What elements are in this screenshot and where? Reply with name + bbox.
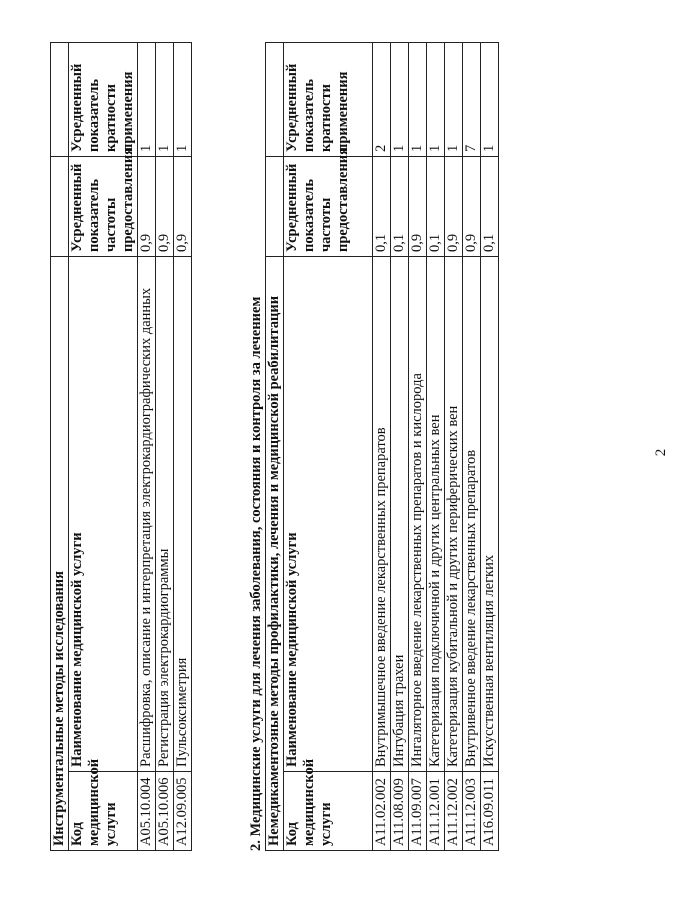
row-multiplicity: 2 [373,43,391,157]
row-frequency: 0,1 [481,157,499,257]
row-name: Катетеризация подключичной и других центральных вен [427,257,445,772]
row-name: Пульсоксиметрия [174,256,192,771]
header-code: Код медицинской услуги [284,772,373,851]
table-row [481,43,499,851]
header-multiplicity: Усредненный показатель кратности применения [69,42,138,156]
table-row [445,43,463,851]
document-content [50,43,499,851]
table-header-row [69,42,138,850]
row-code: A11.09.007 [409,772,427,851]
row-code: A05.10.004 [138,772,156,851]
row-name: Катетеризация кубитальной и других периферических вен [445,257,463,772]
row-name: Ингаляторное введение лекарственных препаратов и кислорода [409,257,427,772]
row-frequency: 0,1 [427,157,445,257]
row-frequency: 0,1 [373,157,391,257]
row-multiplicity: 7 [463,43,481,157]
table-header-row [284,43,373,851]
section-2-heading: 2. Медицинские услуги для лечения заболевания, состояния и контроля за лечением [248,296,264,851]
row-frequency: 0,9 [174,156,192,256]
table-row [373,43,391,851]
table-section-title-row [266,43,284,851]
row-frequency: 0,9 [409,157,427,257]
instrumental-methods-table [50,42,192,851]
section-title: Инструментальные методы исследования [51,256,69,850]
row-name: Внутривенное введение лекарственных препаратов [463,257,481,772]
row-multiplicity: 1 [445,43,463,157]
row-multiplicity: 1 [481,43,499,157]
row-name: Искусственная вентиляция легких [481,257,499,772]
row-code: A11.12.003 [463,772,481,851]
row-frequency: 0,9 [463,157,481,257]
row-name: Регистрация электрокардиограммы [156,256,174,771]
row-frequency: 0,9 [156,156,174,256]
row-frequency: 0,1 [391,157,409,257]
row-name: Внутримышечное введение лекарственных препаратов [373,257,391,772]
row-multiplicity: 1 [391,43,409,157]
table-section-title-row [51,42,69,850]
row-frequency: 0,9 [445,157,463,257]
non-drug-methods-table [265,42,499,851]
table-row [427,43,445,851]
header-frequency: Усредненный показатель частоты предоставления [284,157,373,257]
section-spacer [192,43,248,851]
header-name: Наименование медицинской услуги [69,256,138,771]
header-code: Код медицинской услуги [69,772,138,851]
row-code: A11.08.009 [391,772,409,851]
table-row [409,43,427,851]
row-code: A12.09.005 [174,772,192,851]
row-multiplicity: 1 [174,42,192,156]
empty-cell [51,156,69,256]
row-multiplicity: 1 [427,43,445,157]
page-number: 2 [653,448,669,457]
row-code: A05.10.006 [156,772,174,851]
header-name: Наименование медицинской услуги [284,257,373,772]
header-frequency: Усредненный показатель частоты предоставления [69,156,138,256]
table-row [138,42,156,850]
section-subheading: Немедикаментозные методы профилактики, лечения и медицинской реабилитации [266,257,284,851]
row-multiplicity: 1 [156,42,174,156]
table-row [463,43,481,851]
table-row [174,42,192,850]
table-row [156,42,174,850]
row-name: Расшифровка, описание и интерпретация электрокардиографических данных [138,256,156,771]
row-code: A11.12.002 [445,772,463,851]
row-frequency: 0,9 [138,156,156,256]
header-multiplicity: Усредненный показатель кратности применения [284,43,373,157]
row-multiplicity: 1 [138,42,156,156]
row-code: A16.09.011 [481,772,499,851]
row-code: A11.02.002 [373,772,391,851]
empty-cell [51,42,69,156]
empty-cell [266,43,284,157]
empty-cell [266,157,284,257]
table-row [391,43,409,851]
row-multiplicity: 1 [409,43,427,157]
row-code: A11.12.001 [427,772,445,851]
row-name: Интубация трахеи [391,257,409,772]
